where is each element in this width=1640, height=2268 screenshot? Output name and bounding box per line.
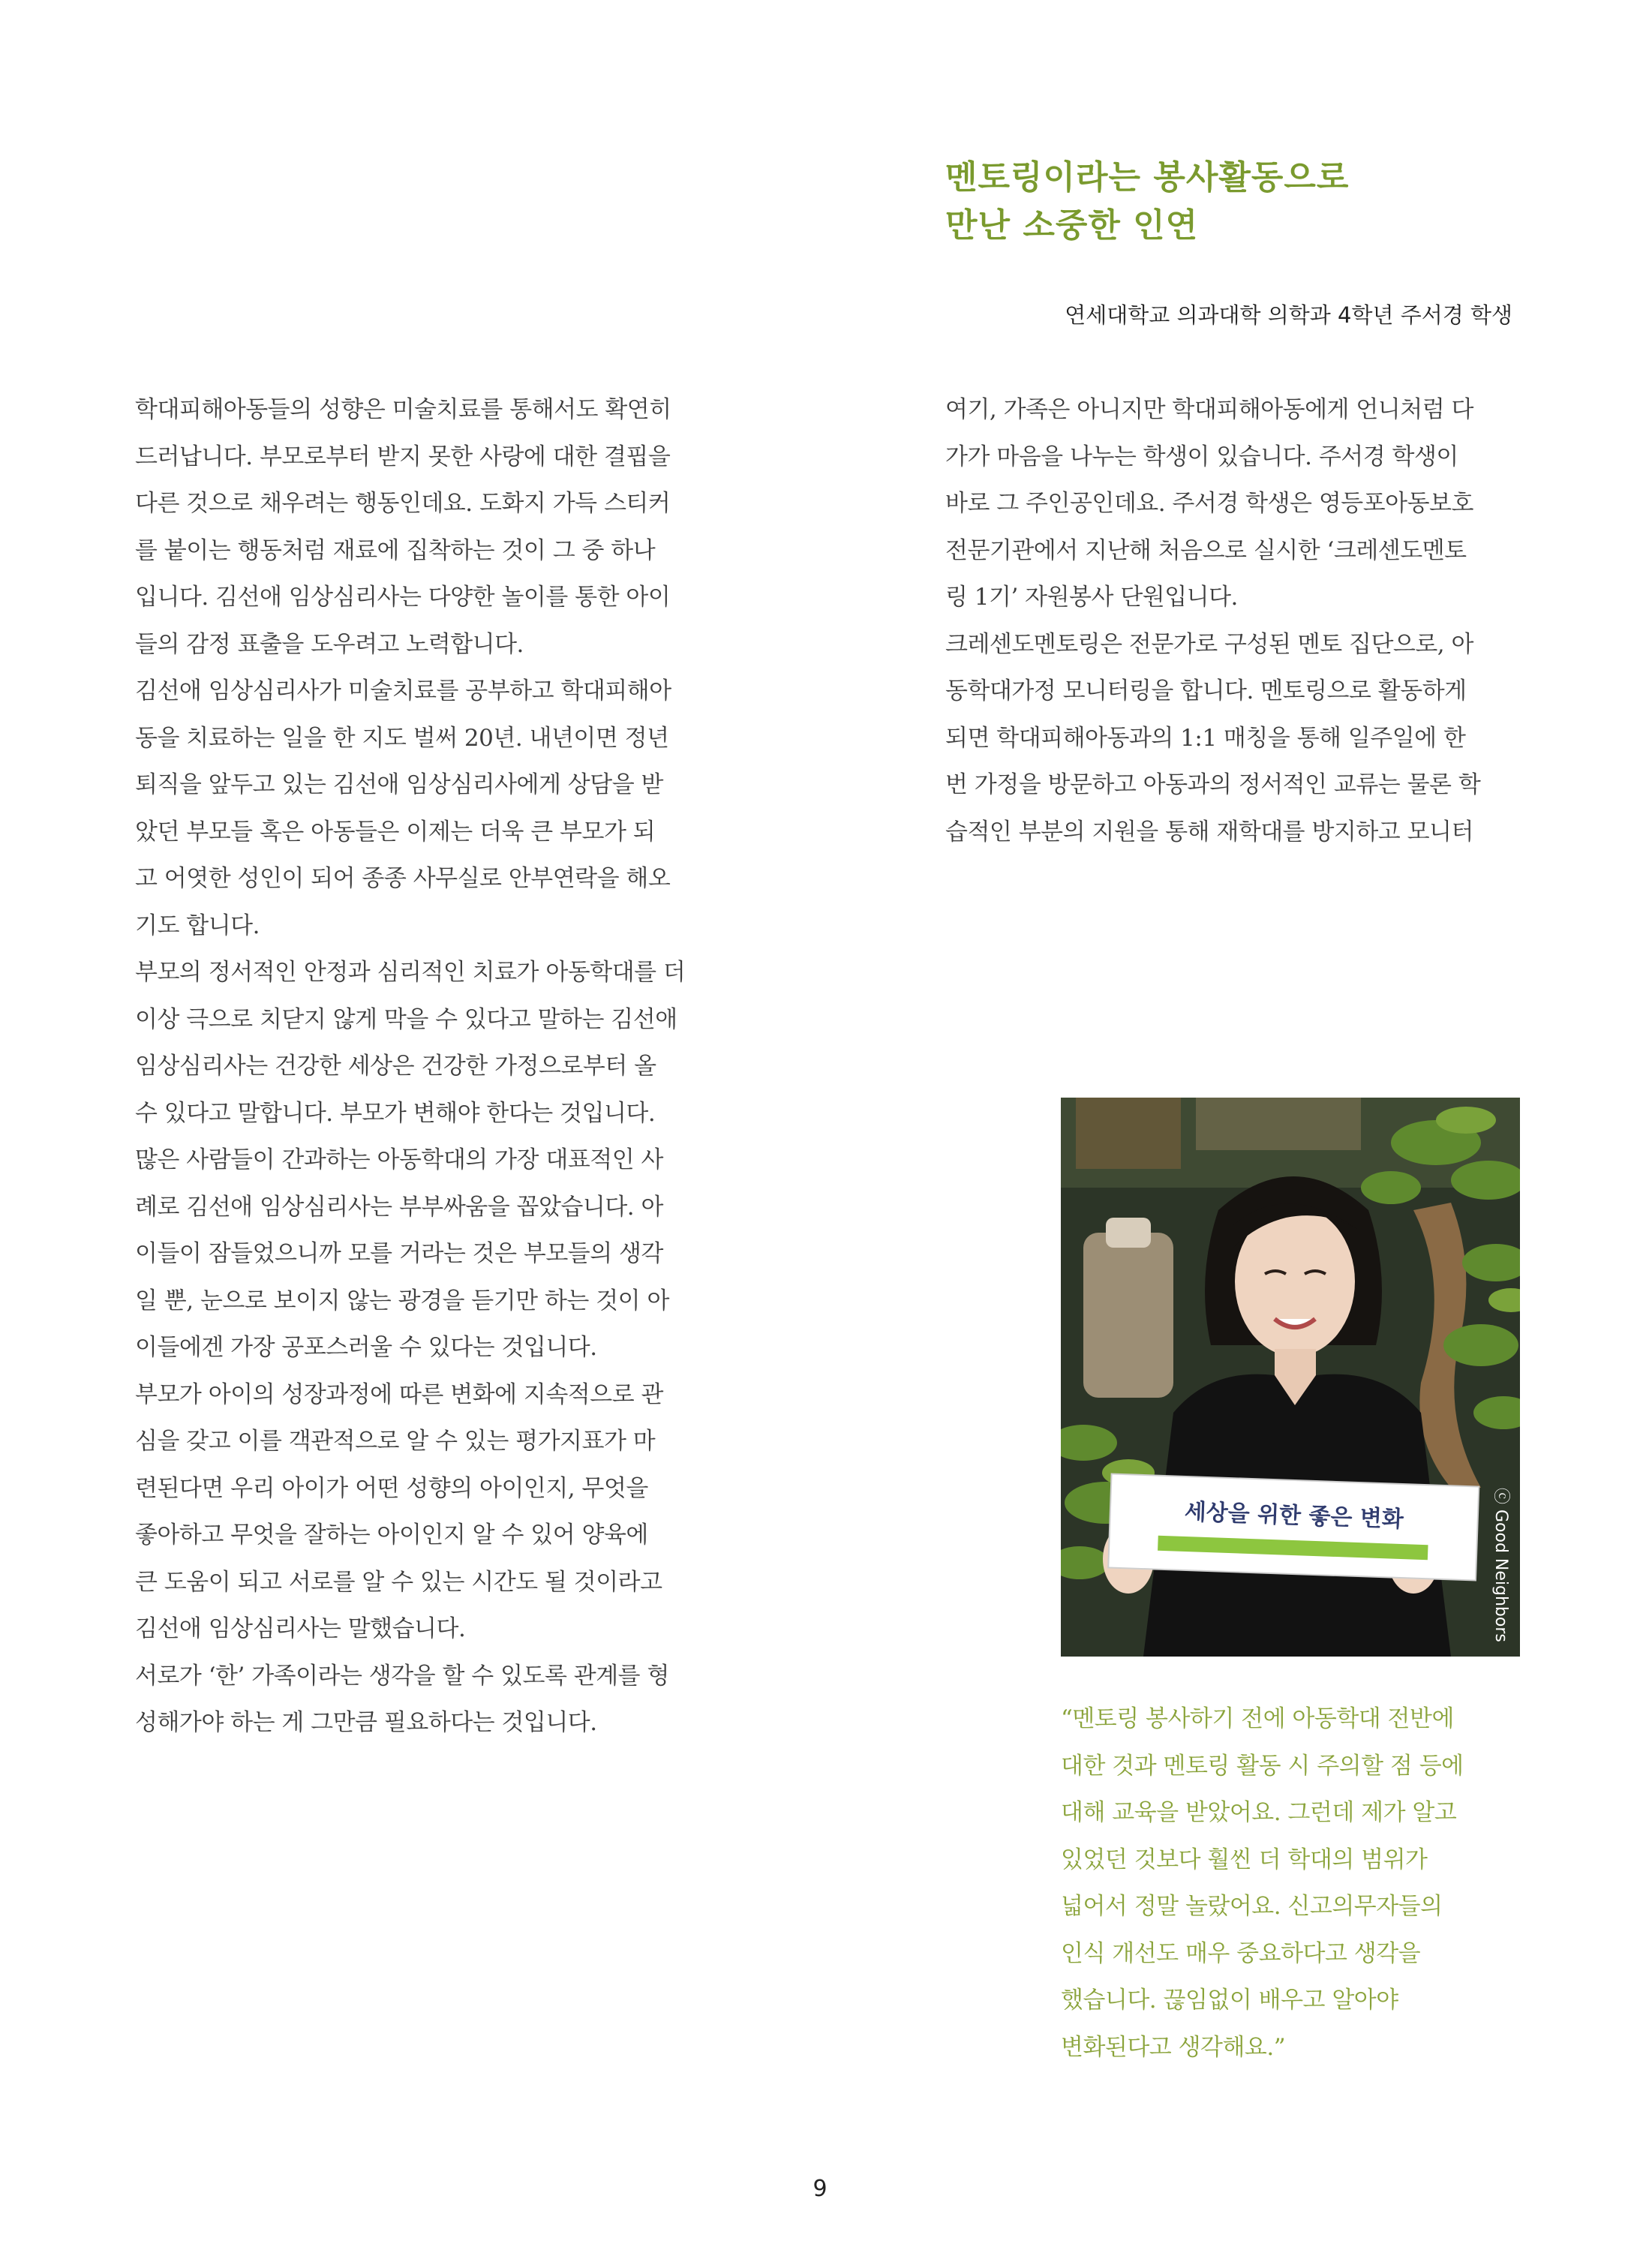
left-column-line: 이상 극으로 치닫지 않게 막을 수 있다고 말하는 김선애 [135, 1005, 677, 1033]
right-column-line: 습적인 부분의 지원을 통해 재학대를 방지하고 모니터 [945, 818, 1473, 846]
left-column-line: 기도 합니다. [135, 912, 260, 939]
left-column-line: 성해가야 하는 게 그만큼 필요하다는 것입니다. [135, 1709, 597, 1736]
quote-line: 대해 교육을 받았어요. 그런데 제가 알고 [1061, 1799, 1457, 1826]
left-column-line: 이들이 잠들었으니까 모를 거라는 것은 부모들의 생각 [135, 1240, 663, 1267]
left-column-text [135, 386, 720, 1747]
right-column-line: 전문기관에서 지난해 처음으로 실시한 ‘크레센도멘토 [945, 536, 1467, 564]
right-column-line: 바로 그 주인공인데요. 주서경 학생은 영등포아동보호 [945, 490, 1473, 517]
left-column-line: 학대피해아동들의 성향은 미술치료를 통해서도 확연히 [135, 396, 671, 423]
left-column-line: 서로가 ‘한’ 가족이라는 생각을 할 수 있도록 관계를 형 [135, 1662, 669, 1690]
left-column-line: 련된다면 우리 아이가 어떤 성향의 아이인지, 무엇을 [135, 1474, 648, 1502]
interview-photo [1061, 1098, 1520, 1657]
article-title [945, 154, 1620, 250]
left-column-line: 좋아하고 무엇을 잘하는 아이인지 알 수 있어 양육에 [135, 1522, 648, 1549]
right-column-line: 가가 마음을 나누는 학생이 있습니다. 주서경 학생이 [945, 443, 1458, 470]
left-column-line: 았던 부모들 혹은 아동들은 이제는 더욱 큰 부모가 되 [135, 818, 656, 846]
sign-caption: 세상을 위한 좋은 변화 [1184, 1498, 1404, 1534]
left-column-line: 들의 감정 표출을 도우려고 노력합니다. [135, 630, 524, 658]
quote-line: 넓어서 정말 놀랐어요. 신고의무자들의 [1061, 1893, 1443, 1920]
left-column-line: 부모의 정서적인 안정과 심리적인 치료가 아동학대를 더 [135, 959, 686, 986]
left-column-line: 김선애 임상심리사는 말했습니다. [135, 1615, 466, 1642]
right-column-line: 링 1기’ 자원봉사 단원입니다. [945, 584, 1238, 611]
left-column-line: 임상심리사는 건강한 세상은 건강한 가정으로부터 올 [135, 1053, 656, 1080]
right-column-line: 되면 학대피해아동과의 1:1 매칭을 통해 일주일에 한 [945, 724, 1466, 752]
left-column-line: 김선애 임상심리사가 미술치료를 공부하고 학대피해아 [135, 677, 671, 704]
quote-line: 대한 것과 멘토링 활동 시 주의할 점 등에 [1061, 1752, 1464, 1780]
left-column-line: 고 어엿한 성인이 되어 종종 사무실로 안부연락을 해오 [135, 865, 671, 892]
photo-illustration [1061, 1098, 1520, 1657]
quote-line: 인식 개선도 매우 중요하다고 생각을 [1061, 1939, 1421, 1967]
left-column-line: 퇴직을 앞두고 있는 김선애 임상심리사에게 상담을 받 [135, 771, 663, 798]
left-column-line: 많은 사람들이 간과하는 아동학대의 가장 대표적인 사 [135, 1146, 663, 1173]
left-column-line: 입니다. 김선애 임상심리사는 다양한 놀이를 통한 아이 [135, 584, 671, 611]
title-line-1: 멘토링이라는 봉사활동으로 [945, 158, 1350, 197]
right-column-line: 번 가정을 방문하고 아동과의 정서적인 교류는 물론 학 [945, 771, 1481, 798]
left-column-line: 동을 치료하는 일을 한 지도 벌써 20년. 내년이면 정년 [135, 724, 669, 752]
author-byline: 연세대학교 의과대학 의학과 4학년 주서경 학생 [1065, 302, 1512, 328]
left-column-line: 례로 김선애 임상심리사는 부부싸움을 꼽았습니다. 아 [135, 1193, 663, 1221]
right-column-line: 여기, 가족은 아니지만 학대피해아동에게 언니처럼 다 [945, 396, 1473, 423]
page-number: 9 [812, 2176, 828, 2202]
left-column-line: 큰 도움이 되고 서로를 알 수 있는 시간도 될 것이라고 [135, 1568, 662, 1596]
photo-credit: ⓒ Good Neighbors [1491, 1488, 1510, 1642]
left-column-line: 드러납니다. 부모로부터 받지 못한 사랑에 대한 결핍을 [135, 443, 671, 470]
left-column-line: 일 뿐, 눈으로 보이지 않는 광경을 듣기만 하는 것이 아 [135, 1287, 669, 1314]
quote-line: “멘토링 봉사하기 전에 아동학대 전반에 [1061, 1705, 1454, 1732]
left-column-line: 다른 것으로 채우려는 행동인데요. 도화지 가득 스티커 [135, 490, 671, 517]
left-column-line: 심을 갖고 이를 객관적으로 알 수 있는 평가지표가 마 [135, 1428, 656, 1455]
right-column-line: 동학대가정 모니터링을 합니다. 멘토링으로 활동하게 [945, 677, 1467, 704]
left-column-line: 를 붙이는 행동처럼 재료에 집착하는 것이 그 중 하나 [135, 536, 656, 564]
left-column-line: 이들에겐 가장 공포스러울 수 있다는 것입니다. [135, 1334, 597, 1361]
quote-line: 했습니다. 끊임없이 배우고 알아야 [1061, 1987, 1398, 2014]
left-column-line: 부모가 아이의 성장과정에 따른 변화에 지속적으로 관 [135, 1380, 663, 1408]
title-line-2: 만난 소중한 인연 [945, 206, 1199, 245]
left-column-line: 수 있다고 말합니다. 부모가 변해야 한다는 것입니다. [135, 1099, 656, 1127]
quote-line: 있었던 것보다 훨씬 더 학대의 범위가 [1061, 1846, 1428, 1873]
right-column-text [945, 386, 1515, 855]
right-column-line: 크레센도멘토링은 전문가로 구성된 멘토 집단으로, 아 [945, 630, 1473, 658]
pull-quote [1061, 1696, 1541, 2071]
quote-line: 변화된다고 생각해요.” [1061, 2033, 1286, 2061]
